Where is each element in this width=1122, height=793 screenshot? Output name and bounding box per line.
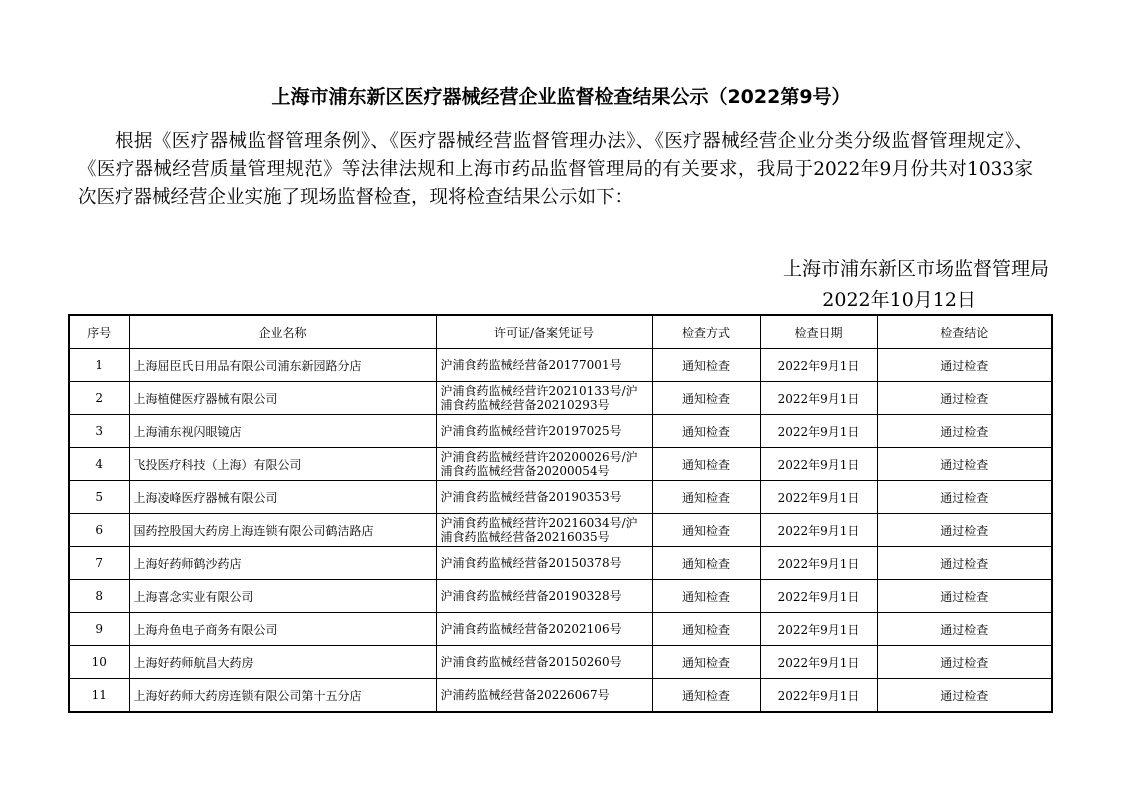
table-row: [69, 481, 1052, 514]
table-row: [69, 646, 1052, 679]
cell-company-name: 上海舟鱼电子商务有限公司: [129, 613, 436, 646]
cell-result: 通过检查: [877, 646, 1052, 679]
cell-result: 通过检查: [877, 415, 1052, 448]
header-method: 检查方式: [652, 315, 760, 349]
cell-result: 通过检查: [877, 547, 1052, 580]
cell-no: 6: [69, 514, 129, 547]
cell-no: 5: [69, 481, 129, 514]
cell-license: 沪浦食药监械经营许20216034号/沪浦食药监械经营备20216035号: [436, 514, 652, 547]
cell-no: 10: [69, 646, 129, 679]
cell-company-name: 国药控股国大药房上海连锁有限公司鹤洁路店: [129, 514, 436, 547]
cell-no: 2: [69, 382, 129, 415]
cell-result: 通过检查: [877, 613, 1052, 646]
cell-license: 沪浦食药监械经营许20200026号/沪浦食药监械经营备20200054号: [436, 448, 652, 481]
cell-no: 1: [69, 349, 129, 382]
table-row: [69, 679, 1052, 713]
table-header-row: [69, 315, 1052, 349]
cell-result: 通过检查: [877, 679, 1052, 713]
cell-result: 通过检查: [877, 349, 1052, 382]
table-row: [69, 349, 1052, 382]
header-no: 序号: [69, 315, 129, 349]
cell-license: 沪浦食药监械经营备20177001号: [436, 349, 652, 382]
cell-license: 沪浦食药监械经营备20150260号: [436, 646, 652, 679]
table-row: [69, 415, 1052, 448]
cell-company-name: 上海屈臣氏日用品有限公司浦东新园路分店: [129, 349, 436, 382]
cell-date: 2022年9月1日: [760, 448, 877, 481]
cell-company-name: 上海浦东视闪眼镜店: [129, 415, 436, 448]
cell-method: 通知检查: [652, 547, 760, 580]
cell-license: 沪浦药监械经营备20226067号: [436, 679, 652, 713]
cell-method: 通知检查: [652, 349, 760, 382]
cell-method: 通知检查: [652, 679, 760, 713]
table-row: [69, 514, 1052, 547]
cell-result: 通过检查: [877, 580, 1052, 613]
cell-date: 2022年9月1日: [760, 580, 877, 613]
cell-company-name: 上海植健医疗器械有限公司: [129, 382, 436, 415]
header-result: 检查结论: [877, 315, 1052, 349]
cell-no: 7: [69, 547, 129, 580]
document-title: 上海市浦东新区医疗器械经营企业监督检查结果公示（2022第9号）: [271, 86, 851, 108]
cell-license: 沪浦食药监械经营许20197025号: [436, 415, 652, 448]
cell-method: 通知检查: [652, 580, 760, 613]
cell-company-name: 上海喜念实业有限公司: [129, 580, 436, 613]
cell-date: 2022年9月1日: [760, 349, 877, 382]
cell-method: 通知检查: [652, 481, 760, 514]
cell-date: 2022年9月1日: [760, 547, 877, 580]
cell-license: 沪浦食药监械经营备20190353号: [436, 481, 652, 514]
header-name: 企业名称: [129, 315, 436, 349]
cell-date: 2022年9月1日: [760, 679, 877, 713]
cell-license: 沪浦食药监械经营许20210133号/沪浦食药监械经营备20210293号: [436, 382, 652, 415]
cell-company-name: 上海好药师航昌大药房: [129, 646, 436, 679]
cell-result: 通过检查: [877, 382, 1052, 415]
cell-license: 沪浦食药监械经营备20150378号: [436, 547, 652, 580]
cell-method: 通知检查: [652, 646, 760, 679]
cell-license: 沪浦食药监械经营备20202106号: [436, 613, 652, 646]
cell-date: 2022年9月1日: [760, 415, 877, 448]
table-row: [69, 547, 1052, 580]
intro-paragraph: 根据《医疗器械监督管理条例》、《医疗器械经营监督管理办法》、《医疗器械经营企业分类分级监督管理规定》、《医疗器械经营质量管理规范》等法律法规和上海市药品监督管理局的有关要求，我局于2022年9月份共对1033家次医疗器械经营企业实施了现场监督检查，现将检查结果公示如下：: [78, 131, 1033, 208]
issue-date: 2022年10月12日: [822, 289, 976, 311]
cell-date: 2022年9月1日: [760, 481, 877, 514]
table-row: [69, 448, 1052, 481]
cell-no: 8: [69, 580, 129, 613]
cell-no: 9: [69, 613, 129, 646]
cell-no: 11: [69, 679, 129, 713]
cell-method: 通知检查: [652, 448, 760, 481]
cell-result: 通过检查: [877, 481, 1052, 514]
cell-date: 2022年9月1日: [760, 382, 877, 415]
header-license: 许可证/备案凭证号: [436, 315, 652, 349]
cell-result: 通过检查: [877, 514, 1052, 547]
issuer-name: 上海市浦东新区市场监督管理局: [782, 258, 1049, 280]
cell-company-name: 上海好药师大药房连锁有限公司第十五分店: [129, 679, 436, 713]
cell-date: 2022年9月1日: [760, 613, 877, 646]
cell-date: 2022年9月1日: [760, 514, 877, 547]
table-row: [69, 382, 1052, 415]
cell-company-name: 飞投医疗科技（上海）有限公司: [129, 448, 436, 481]
cell-company-name: 上海凌峰医疗器械有限公司: [129, 481, 436, 514]
table-row: [69, 613, 1052, 646]
cell-no: 4: [69, 448, 129, 481]
cell-no: 3: [69, 415, 129, 448]
header-date: 检查日期: [760, 315, 877, 349]
cell-result: 通过检查: [877, 448, 1052, 481]
cell-method: 通知检查: [652, 382, 760, 415]
inspection-results-table: [68, 314, 1053, 713]
cell-date: 2022年9月1日: [760, 646, 877, 679]
cell-license: 沪浦食药监械经营备20190328号: [436, 580, 652, 613]
table-row: [69, 580, 1052, 613]
cell-company-name: 上海好药师鹤沙药店: [129, 547, 436, 580]
cell-method: 通知检查: [652, 613, 760, 646]
cell-method: 通知检查: [652, 514, 760, 547]
cell-method: 通知检查: [652, 415, 760, 448]
